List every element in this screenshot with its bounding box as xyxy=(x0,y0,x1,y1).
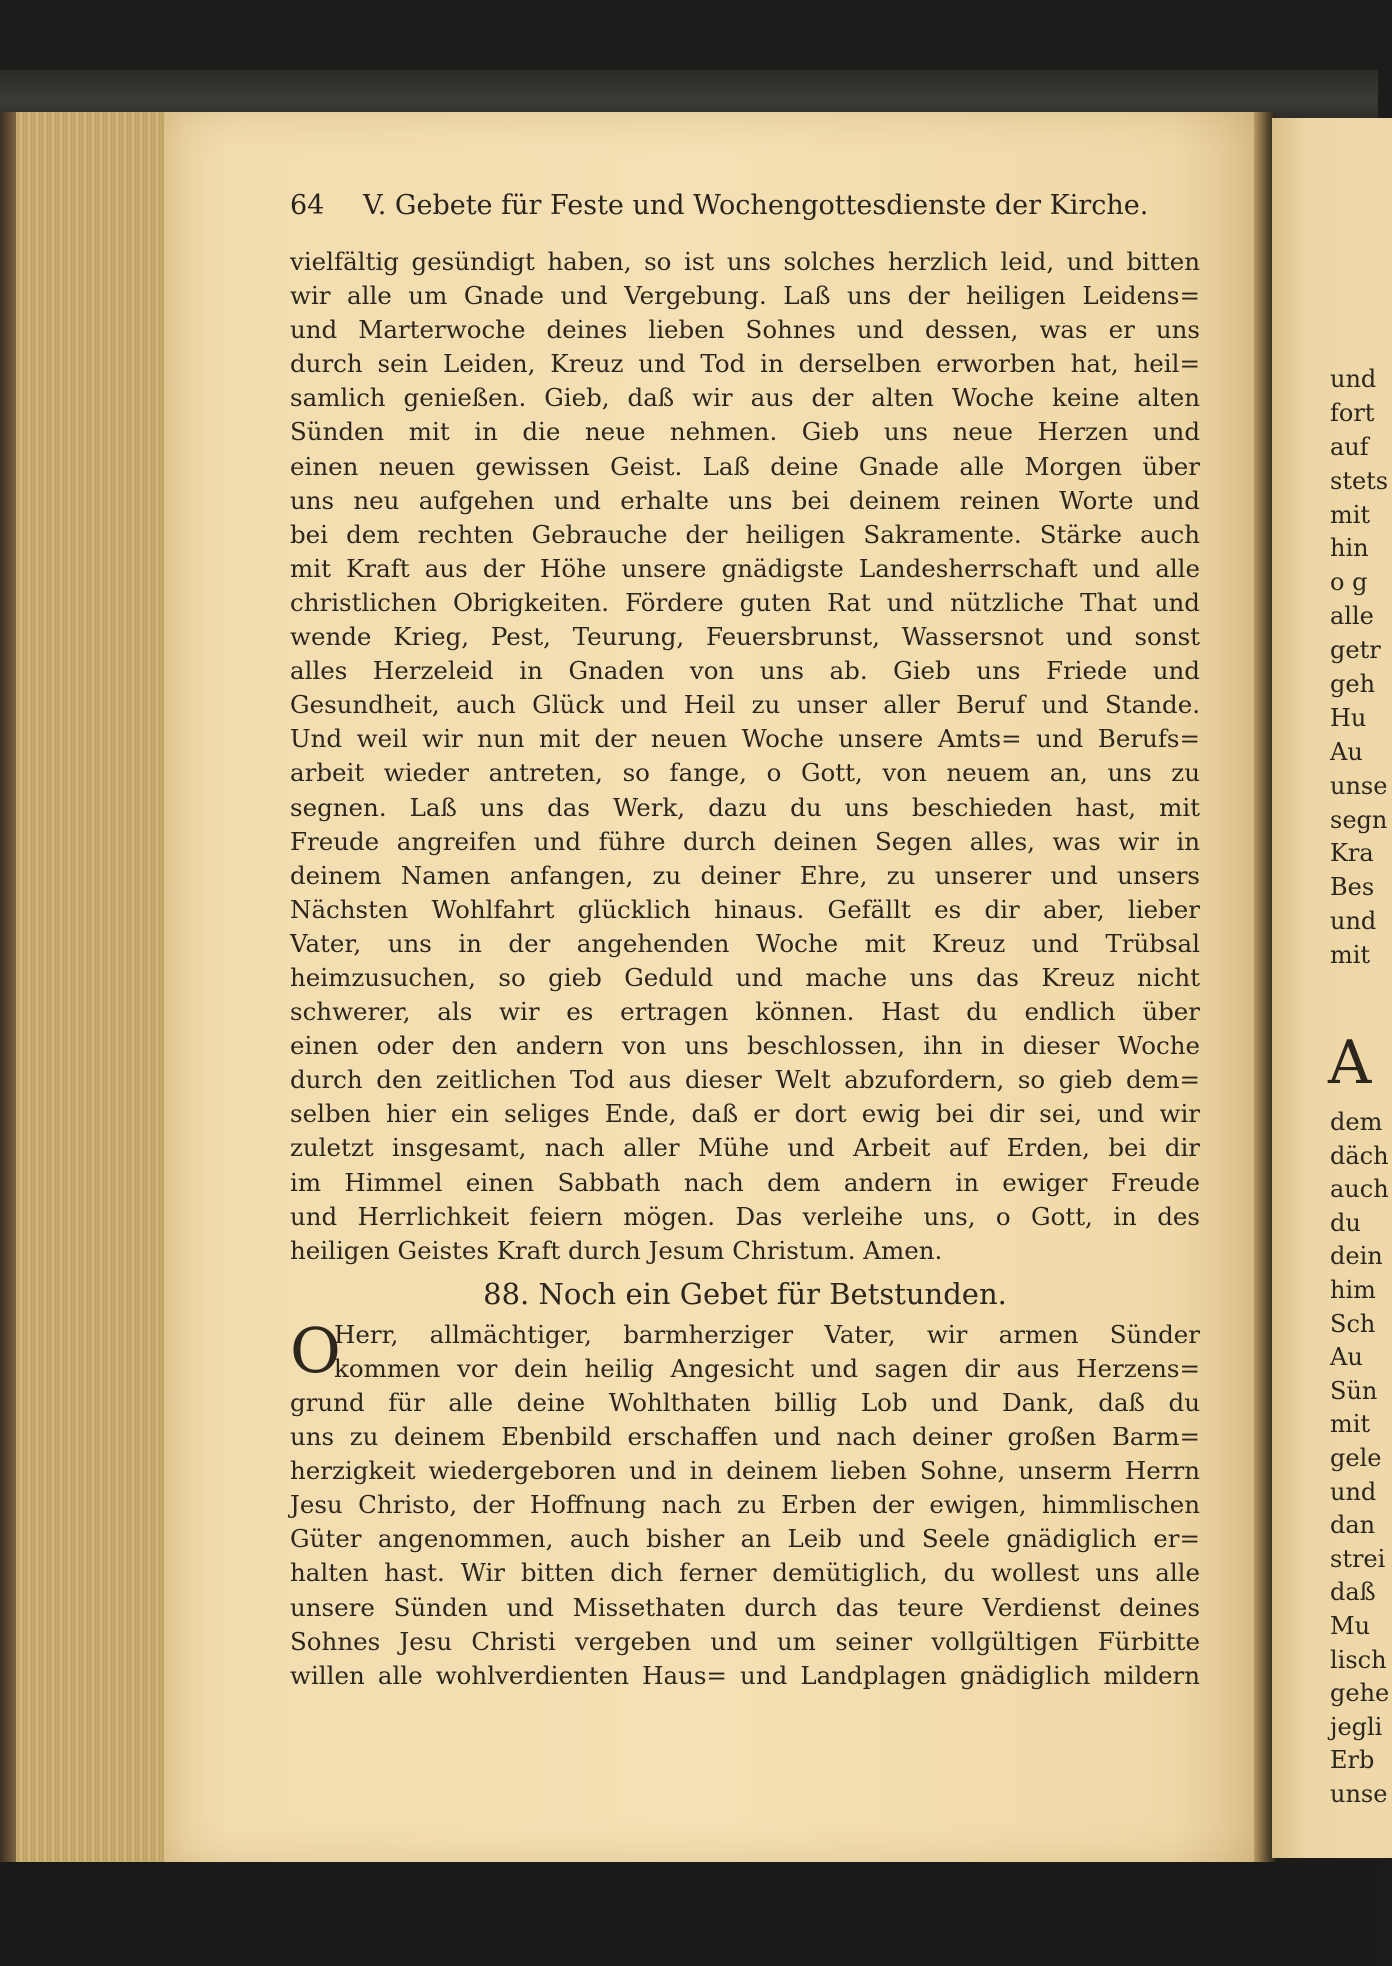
right-page-line-fragment: gehe xyxy=(1330,1679,1390,1708)
right-page-line-fragment: unse xyxy=(1330,771,1388,800)
text-line: christlichen Obrigkeiten. Fördere guten Rat und nützliche That und xyxy=(290,587,1200,617)
right-page-line-fragment: auch xyxy=(1330,1175,1389,1204)
right-page-initial: A xyxy=(1328,1028,1372,1098)
right-page-line-fragment: lisch xyxy=(1330,1645,1387,1674)
right-page-line-fragment: mit xyxy=(1330,941,1371,970)
text-line: samlich genießen. Gieb, daß wir aus der alten Woche keine alten xyxy=(290,383,1200,413)
text-line: uns zu deinem Ebenbild erschaffen und nach deiner großen Barm= xyxy=(290,1422,1200,1452)
text-line: Sünden mit in die neue nehmen. Gieb uns neue Herzen und xyxy=(290,417,1200,447)
text-line: vielfältig gesündigt haben, so ist uns solches herzlich leid, und bitten xyxy=(290,247,1200,276)
text-line: heimzusuchen, so gieb Geduld und mache uns das Kreuz nicht xyxy=(290,962,1200,992)
text-line: Vater, uns in der angehenden Woche mit Kreuz und Trübsal xyxy=(290,928,1200,958)
text-line: arbeit wieder antreten, so fange, o Gott, von neuem an, uns zu xyxy=(290,758,1200,788)
right-page-line-fragment: alle xyxy=(1330,602,1374,631)
book-cover-bottom xyxy=(0,1862,1378,1966)
right-page-line-fragment: Au xyxy=(1330,737,1363,766)
right-page-line-fragment: Bes xyxy=(1330,873,1375,902)
right-page-line-fragment: him xyxy=(1330,1275,1376,1304)
page-stack-left xyxy=(0,112,172,1864)
right-page-line-fragment: mit xyxy=(1330,500,1371,529)
right-page-line-fragment: däch xyxy=(1330,1141,1389,1170)
prayer-88-body xyxy=(290,1313,1200,1693)
text-line: halten hast. Wir bitten dich ferner demütiglich, du wollest uns alle xyxy=(290,1558,1200,1588)
right-page-text-top xyxy=(1330,363,1388,973)
text-line: zuletzt insgesamt, nach aller Mühe und Arbeit auf Erden, bei dir xyxy=(290,1133,1200,1163)
right-page-text-bottom xyxy=(1330,1106,1389,1811)
right-page-line-fragment: stets xyxy=(1330,466,1389,495)
right-page-line-fragment: fort xyxy=(1330,398,1375,427)
right-page-line-fragment: mit xyxy=(1330,1410,1371,1439)
text-line: im Himmel einen Sabbath nach dem andern in ewiger Freude xyxy=(290,1167,1200,1197)
right-page-line-fragment: dan xyxy=(1330,1511,1376,1540)
right-page-partial xyxy=(1272,118,1392,1858)
drop-cap-initial: O xyxy=(290,1313,341,1387)
right-page-line-fragment: getr xyxy=(1330,636,1381,665)
text-line: wir alle um Gnade und Vergebung. Laß uns der heiligen Leidens= xyxy=(290,281,1200,311)
page-body xyxy=(290,245,1200,1693)
right-page-line-fragment: und xyxy=(1330,365,1377,393)
right-page-line-fragment: o g xyxy=(1330,568,1368,597)
text-line: mit Kraft aus der Höhe unsere gnädigste Landesherrschaft und alle xyxy=(290,553,1200,583)
text-line: uns neu aufgehen und erhalte uns bei deinem reinen Worte und xyxy=(290,485,1200,515)
text-line: einen oder den andern von uns beschlossen, ihn in dieser Woche xyxy=(290,1031,1200,1061)
text-line: einen neuen gewissen Geist. Laß deine Gnade alle Morgen über xyxy=(290,451,1200,481)
text-line: heiligen Geistes Kraft durch Jesum Christum. Amen. xyxy=(290,1235,943,1265)
right-page-line-fragment: Sün xyxy=(1330,1376,1378,1405)
text-line: unsere Sünden und Missethaten durch das teure Verdienst deines xyxy=(290,1592,1200,1622)
text-line: Gesundheit, auch Glück und Heil zu unser aller Beruf und Stande. xyxy=(290,690,1200,720)
right-page-line-fragment: hin xyxy=(1330,534,1369,563)
text-line: durch sein Leiden, Kreuz und Tod in derselben erworben hat, heil= xyxy=(290,349,1200,379)
text-line: und Herrlichkeit feiern mögen. Das verleihe uns, o Gott, in des xyxy=(290,1201,1200,1231)
text-line: Güter angenommen, auch bisher an Leib und Seele gnädiglich er= xyxy=(290,1524,1200,1554)
text-line: schwerer, als wir es ertragen können. Hast du endlich über xyxy=(290,997,1200,1027)
text-line: bei dem rechten Gebrauche der heiligen Sakramente. Stärke auch xyxy=(290,519,1200,549)
text-line: durch den zeitlichen Tod aus dieser Welt abzufordern, so gieb dem= xyxy=(290,1065,1200,1095)
text-line: willen alle wohlverdienten Haus= und Landplagen gnädiglich mildern xyxy=(290,1660,1200,1690)
text-line: kommen vor dein heilig Angesicht und sagen dir aus Herzens= xyxy=(334,1353,1200,1383)
running-title: V. Gebete für Feste und Wochengottesdienste der Kirche. xyxy=(362,190,1149,221)
text-line: selben hier ein seliges Ende, daß er dort ewig bei dir sei, und wir xyxy=(290,1099,1200,1129)
page-number: 64 xyxy=(290,190,325,221)
running-header xyxy=(290,190,1200,221)
text-line: segnen. Laß uns das Werk, dazu du uns beschieden hast, mit xyxy=(290,792,1200,822)
text-line: Freude angreifen und führe durch deinen Segen alles, was wir in xyxy=(290,826,1200,856)
right-page-line-fragment: gele xyxy=(1330,1443,1382,1472)
prayer-87-continuation xyxy=(290,245,1200,1268)
right-page-line-fragment: jegli xyxy=(1330,1712,1383,1741)
right-page-line-fragment: Mu xyxy=(1330,1611,1371,1640)
right-page-line-fragment: dem xyxy=(1330,1108,1383,1136)
text-line: Nächsten Wohlfahrt glücklich hinaus. Gefällt es dir aber, lieber xyxy=(290,894,1200,924)
book-spine-shadow xyxy=(0,112,16,1864)
text-line: Jesu Christo, der Hoffnung nach zu Erben der ewigen, himmlischen xyxy=(290,1490,1200,1520)
right-page-line-fragment: und xyxy=(1330,907,1377,936)
text-line: Und weil wir nun mit der neuen Woche unsere Amts= und Berufs= xyxy=(290,724,1200,754)
right-page-line-fragment: Erb xyxy=(1330,1746,1375,1775)
right-page-line-fragment: segn xyxy=(1330,805,1388,834)
text-line: herzigkeit wiedergeboren und in deinem lieben Sohne, unserm Herrn xyxy=(290,1456,1200,1486)
text-line: Herr, allmächtiger, barmherziger Vater, wir armen Sünder xyxy=(334,1319,1200,1349)
prayer-88-heading: 88. Noch ein Gebet für Betstunden. xyxy=(483,1276,1007,1311)
right-page-line-fragment: daß xyxy=(1330,1578,1376,1607)
right-page-line-fragment: Kra xyxy=(1330,839,1374,868)
prayer-88-lines xyxy=(290,1313,1200,1693)
right-page-line-fragment: unse xyxy=(1330,1779,1388,1808)
right-page-line-fragment: strei xyxy=(1330,1544,1386,1573)
right-page-line-fragment: Sch xyxy=(1330,1309,1376,1338)
right-page-line-fragment: du xyxy=(1330,1208,1361,1237)
right-page-line-fragment: auf xyxy=(1330,432,1369,461)
right-page-line-fragment: geh xyxy=(1330,670,1376,699)
text-line: deinem Namen anfangen, zu deiner Ehre, zu unserer und unsers xyxy=(290,860,1200,890)
text-line: grund für alle deine Wohlthaten billig Lob und Dank, daß du xyxy=(290,1388,1200,1417)
text-line: wende Krieg, Pest, Teurung, Feuersbrunst, Wassersnot und sonst xyxy=(290,622,1200,652)
text-line: und Marterwoche deines lieben Sohnes und dessen, was er uns xyxy=(290,315,1200,345)
text-line: Sohnes Jesu Christi vergeben und um seiner vollgültigen Fürbitte xyxy=(290,1626,1200,1656)
right-page-line-fragment: dein xyxy=(1330,1242,1383,1271)
right-page-line-fragment: Hu xyxy=(1330,703,1367,732)
right-page-line-fragment: und xyxy=(1330,1477,1377,1506)
right-page-line-fragment: Au xyxy=(1330,1343,1363,1372)
text-line: alles Herzeleid in Gnaden von uns ab. Gieb uns Friede und xyxy=(290,656,1200,686)
